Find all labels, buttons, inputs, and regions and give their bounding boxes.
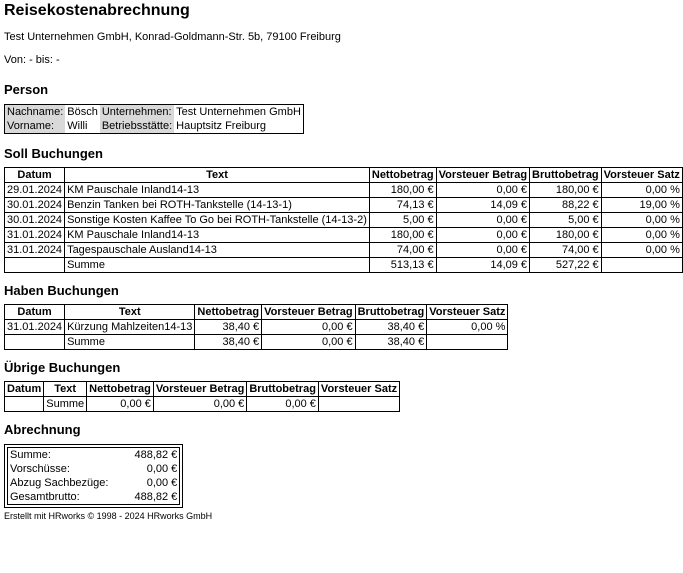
column-header: Vorsteuer Betrag	[436, 168, 529, 183]
table-cell	[427, 335, 508, 350]
table-row	[5, 320, 508, 335]
abrechnung-value: 0,00 €	[146, 463, 178, 475]
abrechnung-label: Abzug Sachbezüge:	[10, 477, 109, 489]
column-header: Nettobetrag	[195, 305, 262, 320]
table-row	[5, 243, 683, 258]
betriebsstaette-value: Hauptsitz Freiburg	[176, 120, 267, 132]
table-cell: 38,40 €	[355, 335, 427, 350]
table-cell: 74,00 €	[530, 243, 602, 258]
table-cell: 0,00 €	[262, 335, 355, 350]
table-cell: Summe	[65, 335, 195, 350]
table-cell	[5, 258, 65, 273]
abrechnung-row	[8, 462, 180, 476]
table-row	[5, 183, 683, 198]
soll-heading: Soll Buchungen	[4, 146, 103, 161]
table-cell: 74,00 €	[369, 243, 436, 258]
column-header: Datum	[5, 305, 65, 320]
vorname-label: Vorname:	[5, 119, 65, 133]
table-cell: 513,13 €	[369, 258, 436, 273]
table-cell	[601, 258, 682, 273]
table-cell: 527,22 €	[530, 258, 602, 273]
uebrige-heading: Übrige Buchungen	[4, 360, 121, 375]
table-cell: 5,00 €	[530, 213, 602, 228]
person-heading: Person	[4, 82, 49, 97]
table-cell: 0,00 €	[87, 397, 154, 412]
abrechnung-label: Gesamtbrutto:	[10, 491, 80, 503]
table-cell: 38,40 €	[195, 335, 262, 350]
table-cell	[318, 397, 399, 412]
header-row	[5, 305, 508, 320]
column-header: Vorsteuer Satz	[427, 305, 508, 320]
table-cell: 30.01.2024	[5, 198, 65, 213]
table-cell: Kürzung Mahlzeiten14-13	[65, 320, 195, 335]
vorname-value: Willi	[67, 120, 88, 132]
column-header: Nettobetrag	[87, 382, 154, 397]
table-cell: 0,00 €	[436, 213, 529, 228]
table-cell: 29.01.2024	[5, 183, 65, 198]
abrechnung-row	[8, 448, 180, 463]
table-cell: 0,00 €	[247, 397, 319, 412]
table-cell: 180,00 €	[369, 228, 436, 243]
abrechnung-value: 488,82 €	[134, 491, 178, 503]
person-table	[4, 104, 304, 134]
table-cell: 38,40 €	[355, 320, 427, 335]
table-cell: 180,00 €	[369, 183, 436, 198]
sum-row	[5, 335, 508, 350]
column-header: Bruttobetrag	[530, 168, 602, 183]
uebrige-table	[4, 381, 400, 412]
column-header: Bruttobetrag	[247, 382, 319, 397]
table-cell: 38,40 €	[195, 320, 262, 335]
column-header: Bruttobetrag	[355, 305, 427, 320]
table-cell: 0,00 €	[436, 243, 529, 258]
table-cell: 19,00 %	[601, 198, 682, 213]
column-header: Nettobetrag	[369, 168, 436, 183]
table-cell: 14,09 €	[436, 258, 529, 273]
table-cell: Sonstige Kosten Kaffee To Go bei ROTH-Tankstelle (14-13-2)	[65, 213, 370, 228]
sum-row	[5, 397, 400, 412]
abrechnung-row	[8, 490, 180, 505]
table-cell: 0,00 €	[153, 397, 246, 412]
table-cell: 0,00 €	[262, 320, 355, 335]
table-cell: KM Pauschale Inland14-13	[65, 228, 370, 243]
table-cell: 31.01.2024	[5, 320, 65, 335]
abrechnung-row	[8, 476, 180, 490]
unternehmen-label: Unternehmen:	[100, 105, 174, 119]
table-cell: 14,09 €	[436, 198, 529, 213]
report-page	[4, 2, 680, 522]
abrechnung-heading: Abrechnung	[4, 422, 81, 437]
table-cell: 31.01.2024	[5, 243, 65, 258]
table-cell: 5,00 €	[369, 213, 436, 228]
table-cell: 0,00 %	[601, 228, 682, 243]
table-row	[5, 198, 683, 213]
header-row	[5, 168, 683, 183]
table-cell: 31.01.2024	[5, 228, 65, 243]
haben-heading: Haben Buchungen	[4, 283, 119, 298]
table-cell: 0,00 €	[436, 228, 529, 243]
nachname-value: Bösch	[67, 106, 98, 118]
table-cell	[5, 397, 44, 412]
table-cell	[5, 335, 65, 350]
abrechnung-box	[4, 444, 183, 508]
betriebsstaette-label: Betriebsstätte:	[101, 120, 173, 132]
column-header: Datum	[5, 168, 65, 183]
table-cell: 0,00 %	[601, 243, 682, 258]
abrechnung-label: Vorschüsse:	[10, 463, 70, 475]
table-cell: 74,13 €	[369, 198, 436, 213]
table-cell: 30.01.2024	[5, 213, 65, 228]
report-title: Reisekostenabrechnung	[4, 2, 190, 19]
table-cell: 0,00 €	[436, 183, 529, 198]
header-row	[5, 382, 400, 397]
table-cell: 0,00 %	[601, 183, 682, 198]
column-header: Vorsteuer Betrag	[262, 305, 355, 320]
haben-table	[4, 304, 508, 350]
sum-row	[5, 258, 683, 273]
table-cell: KM Pauschale Inland14-13	[65, 183, 370, 198]
nachname-label: Nachname:	[7, 106, 64, 118]
column-header: Vorsteuer Satz	[601, 168, 682, 183]
table-row	[5, 228, 683, 243]
table-cell: 0,00 %	[601, 213, 682, 228]
table-cell: 0,00 %	[427, 320, 508, 335]
unternehmen-value: Test Unternehmen GmbH	[176, 106, 301, 118]
abrechnung-value: 488,82 €	[134, 449, 178, 461]
table-cell: 88,22 €	[530, 198, 602, 213]
table-cell: 180,00 €	[530, 183, 602, 198]
table-cell: Summe	[65, 258, 370, 273]
table-cell: Benzin Tanken bei ROTH-Tankstelle (14-13-1)	[65, 198, 370, 213]
abrechnung-label: Summe:	[10, 449, 51, 461]
table-cell: Summe	[44, 397, 87, 412]
column-header: Datum	[5, 382, 44, 397]
column-header: Text	[65, 168, 370, 183]
column-header: Vorsteuer Satz	[318, 382, 399, 397]
abrechnung-value: 0,00 €	[146, 477, 178, 489]
table-cell: Tagespauschale Ausland14-13	[65, 243, 370, 258]
footer-credit: Erstellt mit HRworks © 1998 - 2024 HRworks GmbH	[4, 511, 213, 521]
table-row	[5, 213, 683, 228]
column-header: Text	[65, 305, 195, 320]
column-header: Text	[44, 382, 87, 397]
period-range: Von: - bis: -	[4, 54, 60, 66]
abrechnung-table	[7, 447, 180, 505]
table-cell: 180,00 €	[530, 228, 602, 243]
column-header: Vorsteuer Betrag	[153, 382, 246, 397]
soll-table	[4, 167, 683, 273]
company-address: Test Unternehmen GmbH, Konrad-Goldmann-Str. 5b, 79100 Freiburg	[4, 31, 341, 43]
